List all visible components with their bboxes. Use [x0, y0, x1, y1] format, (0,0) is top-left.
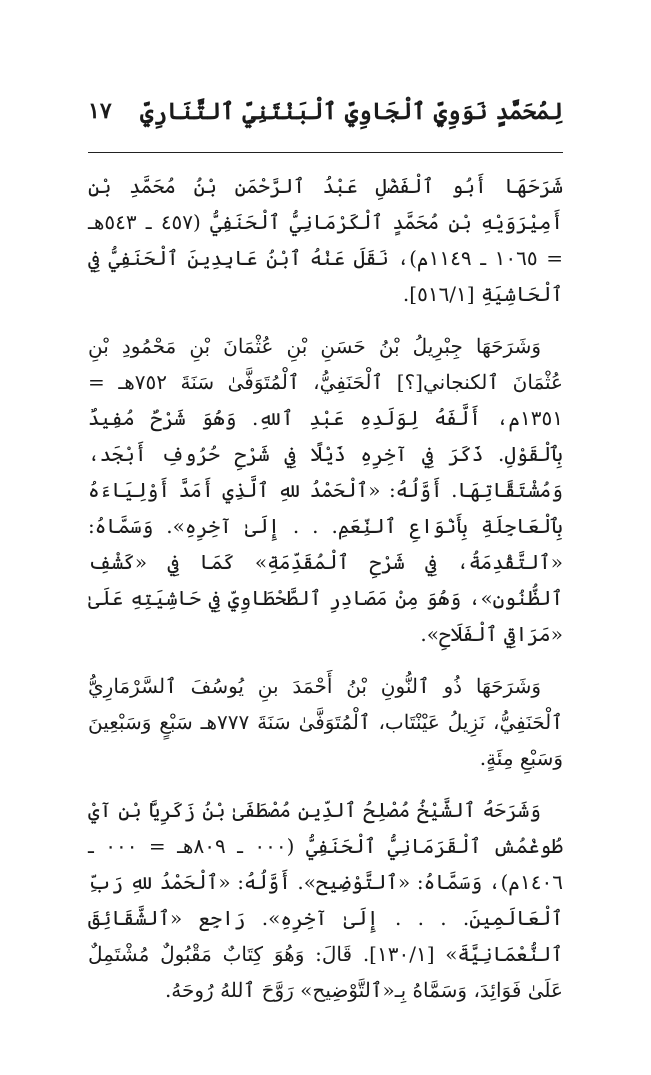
paragraph-3: وَشَرَحَهَا ذُو ٱلنُّونِ بْنُ أَحْمَدَ بنِ يُوسُفَ ٱلسَّرْمَارِيُّ ٱلْحَنَفِيُّ، نَزِيلُ عَيْنْتَاب، ٱلْمُتَوَفَّىٰ سَنَةَ ٧٧٧هـ سَبْعٍ وَسَبْعِينَ وَسَبْعِ مِئَةٍ. — [88, 674, 563, 770]
paragraph-4: وَشَرَحَهُ ٱلشَّيْخُ مُصْلِحُ ٱلدِّينِ مُصْطَفَىٰ بْنُ زَكَرِيَّا بْنِ آيْ طُوغْمُش ٱلْقَرَمَانِيُّ ٱلْحَنَفِيُّ (٠٠٠ ـ ٨٠٩هـ = ٠٠٠ ـ ١٤٠٦م)، وَسَمَّاهُ: «ٱلتَّوْضِيح». أَوَّلُهُ: «ٱلْحَمْدُ للهِ رَبِّ ٱلْعَالَمِينَ. . . . إِلَىٰ آخِرِهِ». رَاجِع «ٱلشَّقَائِقَ ٱلنُّعْمَانِيَّةَ» [١٣٠/١]. قَالَ: وَهُوَ كِتَابٌ مَقْبُولٌ مُشْتَمِلٌ عَلَىٰ فَوَائِدَ، وَسَمَّاهُ بِـ«ٱلتَّوْضِيح» رَوَّحَ ٱللهُ رُوحَهُ. — [88, 798, 563, 1002]
body-text — [88, 168, 563, 1024]
running-title: لِمُحَمَّدٍ نَوَوِيٍّ ٱلْجَاوِيِّ ٱلْبَنْتَنِيِّ ٱلتَّنَارِيِّ — [140, 98, 563, 125]
header-rule — [88, 152, 563, 153]
paragraph-2: وَشَرَحَهَا جِبْرِيلُ بْنُ حَسَنِ بْنِ عُثْمَانَ بْنِ مَحْمُودِ بْنِ عُثْمَانَ ٱلكنجاني[؟] ٱلْحَنَفِيُّ، ٱلْمُتَوَفَّىٰ سَنَةَ ٧٥٢هـ = ١٣٥١م، أَلَّفَهُ لِوَلَدِهِ عَبْدِ ٱللهِ. وَهُوَ شَرْحٌ مُفِيدٌ بِٱلْقَوْلِ. ذَكَرَ فِي آخِرِهِ ذَيْلًا فِي شَرْحِ حُرُوفِ أَبْجَد، وَمُشْتَقَّاتِهَا. أَوَّلُهُ: «ٱلْحَمْدُ للهِ ٱلَّذِي أَمَدَّ أَوْلِيَاءَهُ بِٱلْعَاجِلَةِ بِأَنْوَاعِ ٱلنِّعَمِ. . . إِلَىٰ آخِرِهِ». وَسَمَّاهُ: «ٱلتَّقْدِمَةُ، فِي شَرْحِ ٱلْمُقَدِّمَةِ» كَمَا فِي «كَشْفِ ٱلظُّنُونِ»، وَهُوَ مِنْ مَصَادِرِ ٱلطَّحْطَاوِيِّ فِي حَاشِيَتِهِ عَلَىٰ «مَرَاقِي ٱلْفَلَاحِ». — [88, 334, 563, 646]
paragraph-1: شَرَحَهَا أَبُو ٱلْفَضْلِ عَبْدُ ٱلرَّحْمَنِ بْنُ مُحَمَّدِ بْنِ أَمِيْرَوَيْهِ بْنِ مُحَمَّدٍ ٱلْكَرْمَانِيُّ ٱلْحَنَفِيُّ (٤٥٧ ـ ٥٤٣هـ = ١٠٦٥ ـ ١١٤٩م)، نَقَلَ عَنْهُ ٱبْنُ عَابِدِينَ ٱلْحَنَفِيُّ فِي ٱلْحَاشِيَةِ [٥١٦/١]. — [88, 174, 564, 306]
page-number: ١٧ — [88, 98, 112, 124]
page-header — [88, 92, 563, 132]
